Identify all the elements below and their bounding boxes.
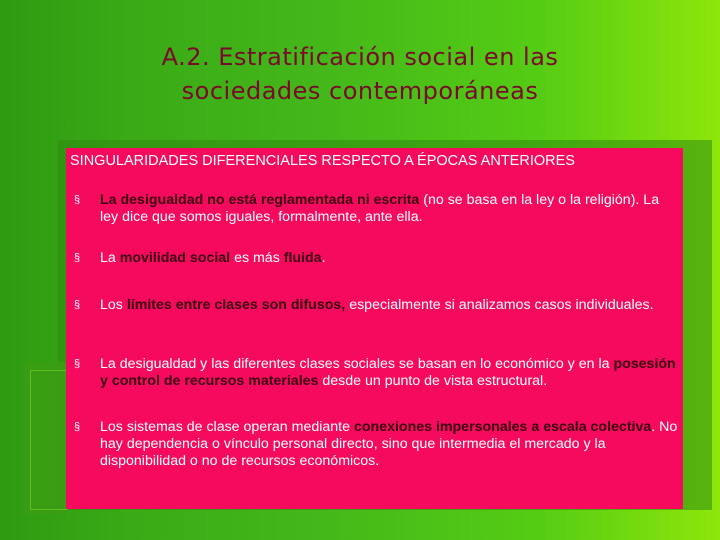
list-item (70, 192, 680, 250)
list-item (70, 297, 680, 356)
bullet-icon: § (74, 358, 81, 370)
item-text: (no se basa en la ley o la religión). La ley dice que somos iguales, formalmente, ante ella. (100, 192, 660, 225)
bullet-icon: § (74, 421, 81, 433)
item-text: Los (100, 297, 127, 313)
item-text: desde un punto de vista estructural. (318, 373, 548, 389)
list-item (70, 250, 680, 297)
item-text: . (321, 250, 326, 266)
item-text: La desigualdad y las diferentes clases sociales se basan en lo económico y en la (100, 356, 614, 372)
decorative-left-outline (30, 370, 68, 510)
box-heading: SINGULARIDADES DIFERENCIALES RESPECTO A ÉPOCAS ANTERIORES (70, 153, 575, 169)
item-text: es más (230, 250, 284, 266)
slide-title (80, 40, 640, 108)
item-emphasis: límites entre clases son difusos, (126, 297, 346, 313)
item-text: . No hay dependencia o vínculo personal directo, sino que intermedia el mercado y la disponibilidad o no de recursos económicos. (100, 419, 678, 469)
slide-title-line-1: A.2. Estratificación social en las (161, 43, 559, 71)
list-item (70, 419, 680, 470)
item-emphasis: La desigualdad no está reglamentada ni escrita (100, 192, 420, 208)
item-text: Los sistemas de clase operan mediante (100, 419, 354, 435)
item-emphasis: posesión y control de recursos materiales (100, 356, 676, 389)
item-text: La (100, 250, 120, 266)
bullet-icon: § (74, 299, 81, 311)
slide-title-line-2: sociedades contemporáneas (181, 77, 539, 105)
item-emphasis: fluida (283, 250, 322, 266)
list-item (70, 356, 680, 419)
bullet-list (70, 192, 680, 470)
item-emphasis: movilidad social (119, 250, 231, 266)
item-text: especialmente si analizamos casos individuales. (345, 297, 654, 313)
bullet-icon: § (74, 194, 81, 206)
item-emphasis: conexiones impersonales a escala colectiva (353, 419, 652, 435)
bullet-icon: § (74, 252, 81, 264)
